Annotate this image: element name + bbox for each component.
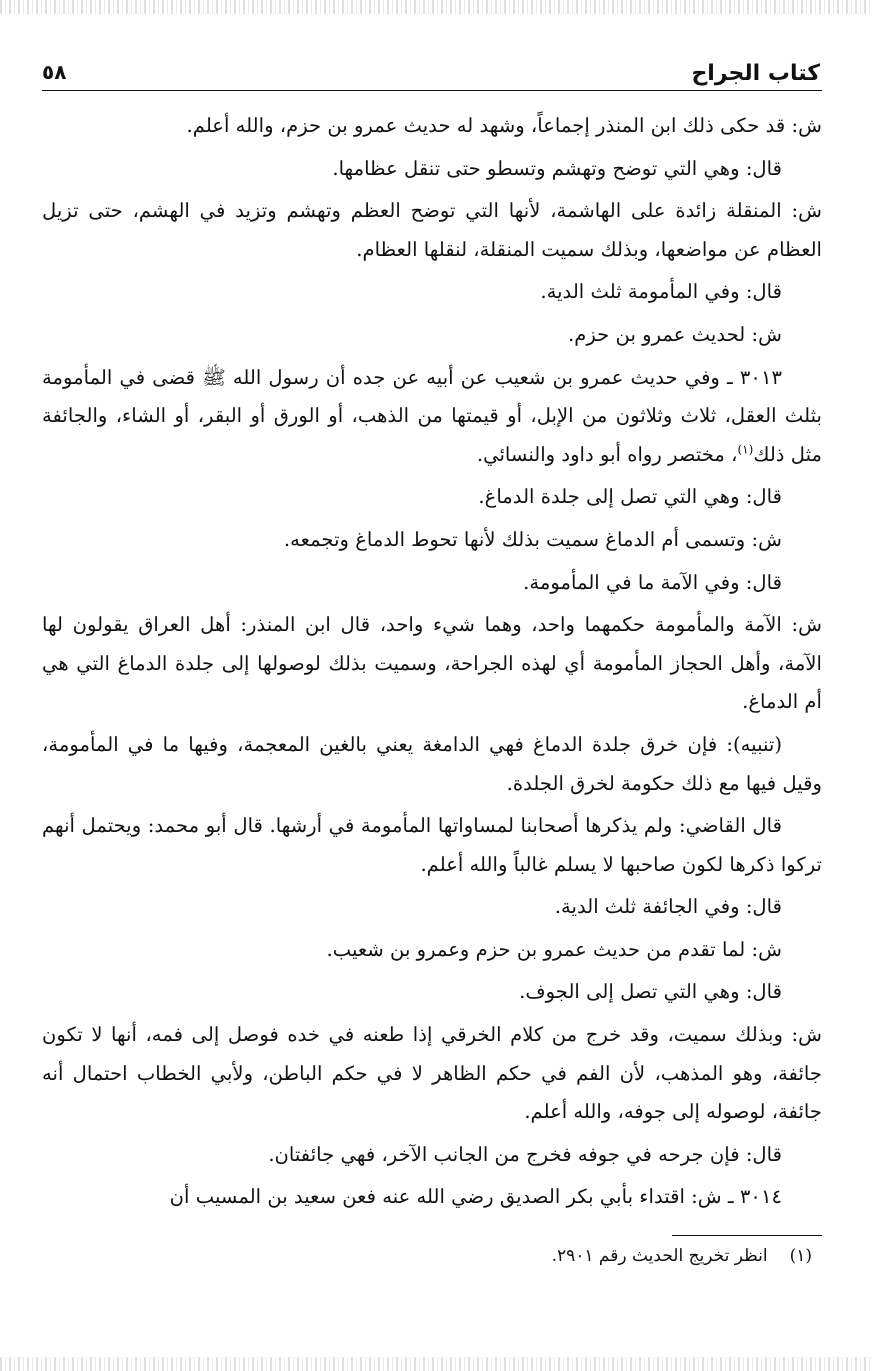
book-page — [42, 52, 822, 1266]
paragraph-7: قال: وهي التي تصل إلى جلدة الدماغ. — [478, 485, 782, 509]
page-body — [42, 107, 822, 1217]
paragraph-1: ش: قد حكى ذلك ابن المنذر إجماعاً، وشهد له حديث عمرو بن حزم، والله أعلم. — [186, 114, 822, 137]
footnote-text: انظر تخريج الحديث رقم ٢٩٠١. — [551, 1246, 768, 1267]
footnote-divider — [672, 1235, 822, 1236]
paragraph-18-hadith-3014: ٣٠١٤ ـ ش: اقتداء بأبي بكر الصديق رضي الله عنه فعن سعيد بن المسيب أن — [169, 1185, 782, 1209]
scan-edge-bottom — [0, 1357, 873, 1371]
paragraph-14: ش: لما تقدم من حديث عمرو بن حزم وعمرو بن شعيب. — [326, 937, 782, 961]
paragraph-6-hadith-3013: ٣٠١٣ ـ وفي حديث عمرو بن شعيب عن أبيه عن جده أن رسول الله ﷺ قضى في المأمومة بثلث العقل، ثلاث وثلاثون من الإبل، أو قيمتها من الذهب، أو الورق أو البقر، أو الشاء، والجائفة مثل ذلك$^{(١)}$، مختصر رواه أبو داود والنسائي. — [42, 365, 822, 466]
page-number: ٥٨ — [42, 60, 67, 84]
paragraph-15: قال: وهي التي تصل إلى الجوف. — [519, 980, 782, 1004]
paragraph-3: ش: المنقلة زائدة على الهاشمة، لأنها التي توضح العظم وتهشم وتزيد في الهشم، حتى تزيل العظام عن مواضعها، وبذلك سميت المنقلة، لنقلها العظام. — [42, 199, 822, 261]
paragraph-13: قال: وفي الجائفة ثلث الدية. — [554, 895, 782, 919]
paragraph-11-note: (تنبيه): فإن خرق جلدة الدماغ فهي الدامغة يعني بالغين المعجمة، وفيها ما في المأمومة، وقيل فيها مع ذلك حكومة لخرق الجلدة. — [42, 732, 822, 795]
paragraph-9: قال: وفي الآمة ما في المأمومة. — [523, 570, 782, 594]
paragraph-5: ش: لحديث عمرو بن حزم. — [568, 322, 782, 346]
paragraph-8: ش: وتسمى أم الدماغ سميت بذلك لأنها تحوط الدماغ وتجمعه. — [283, 527, 782, 551]
paragraph-16: ش: وبذلك سميت، وقد خرج من كلام الخرقي إذا طعنه في خده فوصل إلى فمه، أنها لا تكون جائفة، وهو المذهب، لأن الفم في حكم الظاهر لا في حكم الباطن، ولأبي الخطاب احتمال أنه جائفة، لوصوله إلى جوفه، والله أعلم. — [42, 1023, 822, 1124]
paragraph-10: ش: الآمة والمأمومة حكمهما واحد، وهما شيء واحد، قال ابن المنذر: أهل العراق يقولون لها الآمة، وأهل الحجاز المأمومة أي لهذه الجراحة، وسميت بذلك لوصولها إلى جلدة الدماغ التي هي أم الدماغ. — [42, 613, 822, 714]
footnote-mark: (١) — [789, 1246, 812, 1267]
paragraph-12: قال القاضي: ولم يذكرها أصحابنا لمساواتها المأمومة في أرشها. قال أبو محمد: ويحتمل أنهم تركوا ذكرها لكون صاحبها لا يسلم غالباً والله أعلم. — [42, 814, 822, 876]
page-header — [42, 52, 822, 91]
paragraph-4: قال: وفي المأمومة ثلث الدية. — [540, 280, 782, 304]
running-title: كتاب الجراح — [691, 61, 820, 86]
paragraph-2: قال: وهي التي توضح وتهشم وتسطو حتى تنقل عظامها. — [332, 156, 782, 180]
paragraph-17: قال: فإن جرحه في جوفه فخرج من الجانب الآخر، فهي جائفتان. — [268, 1142, 782, 1166]
scan-edge-top — [0, 0, 873, 14]
footnote — [42, 1246, 822, 1266]
footnote-reference[interactable]: (١) — [737, 442, 754, 457]
